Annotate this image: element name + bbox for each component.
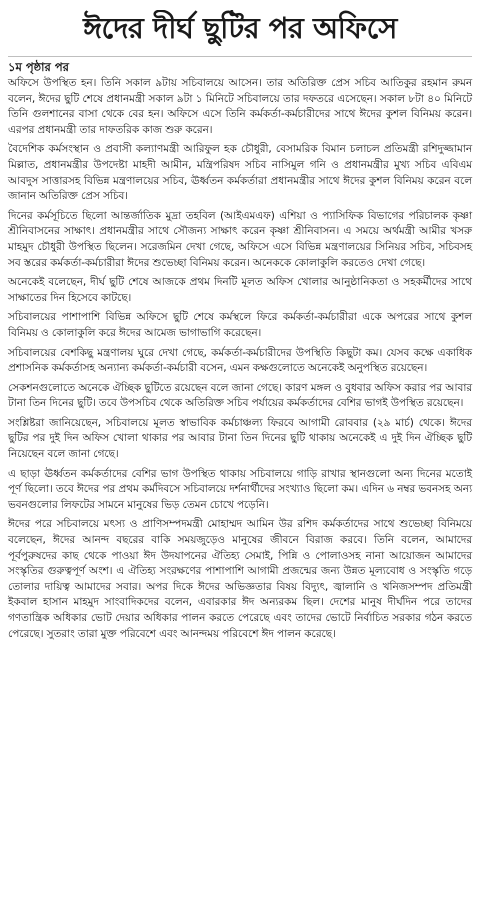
article-body	[8, 76, 472, 642]
paragraph: ঈদের পরে সচিবালয়ে মৎস্য ও প্রাণিসম্পদমন্ত্রী মোহাম্মদ আমিন উর রশিদ কর্মকর্তাদের সাথে শুভেচ্ছা বিনিময়ে বলেছেন, ঈদের আনন্দ বছরের বাকি সময়জুড়েও মানুষের জীবনে বিরাজ করবে। তিনি বলেন, আমাদের পূর্বপুরুষদের কাছ থেকে পাওয়া ঈদ উদযাপনের ঐতিহ্য সেমাই, পিন্নি ও পোলাওসহ নানা আয়োজন আমাদের সংস্কৃতির গুরুত্বপূর্ণ অংশ। এ ঐতিহ্য সংরক্ষণের পাশাপাশি আগামী প্রজন্মের জন্য উন্নত মূল্যবোধ ও সংস্কৃতি গড়ে তোলার দায়িত্ব আমাদের সবার। অপর দিকে ঈদের অভিজ্ঞতার বিষয় বিদ্যুৎ, জ্বালানি ও খনিজসম্পদ প্রতিমন্ত্রী ইকবাল হাসান মাহমুদ সাংবাদিকদের বলেন, এবারকার ঈদ অন্যরকম ছিল। দেশের মানুষ দীর্ঘদিন পরে তাদের গণতান্ত্রিক অধিকার ভোট দেয়ার অধিকার পালন করতে পেরেছে এবং তাদের ভোটে নির্বাচিত সরকার গঠন করতে পেরেছে। সুতরাং তারা মুক্ত পরিবেশে এবং আনন্দময় পরিবেশে ঈদ পালন করেছে।	[8, 518, 472, 640]
headline-divider	[8, 56, 472, 57]
paragraph: সচিবালয়ের পাশাপাশি বিভিন্ন অফিসে ছুটি শেষে কর্মস্থলে ফিরে কর্মকর্তা-কর্মচারীরা একে অপরের সাথে কুশল বিনিময় ও কোলাকুলি করে ঈদের আমেজ ভাগাভাগি করেছেন।	[8, 311, 472, 339]
paragraph: সংশ্লিষ্টরা জানিয়েছেন, সচিবালয়ে মূলত স্বাভাবিক কর্মচাঞ্চল্য ফিরবে আগামী রোববার (২৯ মার্চ) থেকে। ঈদের ছুটির পর দুই দিন অফিস খোলা থাকার পর আবার টানা তিন দিনের ছুটি থাকায় অনেকেই এ দুই দিন ঐচ্ছিক ছুটি নিয়েছেন বলে জানা গেছে।	[8, 416, 472, 461]
paragraph: অফিসে উপস্থিত হন। তিনি সকাল ৯টায় সচিবালয়ে আসেন। তার অতিরিক্ত প্রেস সচিব আতিকুর রহমান রুমন বলেন, ঈদের ছুটি শেষে প্রধানমন্ত্রী সকাল ৯টা ১ মিনিটে সচিবালয়ে তার দফতরে এসেছেন। সকাল ৮টা ৪০ মিনিটে তিনি গুলশানের বাসা থেকে বের হন। অফিসে এসে তিনি কর্মকর্তা-কর্মচারীদের সাথে ঈদের কুশল বিনিময় করেন। এরপর প্রধানমন্ত্রী তার দাফতরিক কাজ শুরু করেন।	[8, 77, 472, 136]
paragraph: অনেকেই বলেছেন, দীর্ঘ ছুটি শেষে আজকে প্রথম দিনটি মূলত অফিস খোলার আনুষ্ঠানিকতা ও সহকর্মীদের সাথে সাক্ষাতের দিন হিসেবে কাটছে।	[8, 276, 472, 304]
paragraph: এ ছাড়া ঊর্ধ্বতন কর্মকর্তাদের বেশির ভাগ উপস্থিত থাকায় সচিবালয়ে গাড়ি রাখার স্থানগুলো অন্য দিনের মতোই পূর্ণ ছিলো। তবে ঈদের পর প্রথম কর্মদিবসে সচিবালয়ে দর্শনার্থীদের সংখ্যাও ছিলো কম। এদিন ৬ নম্বর ভবনসহ অন্য ভবনগুলোর লিফটের সামনে মানুষের ভিড় তেমন চোখে পড়েনি।	[8, 467, 472, 511]
paragraph: সেকশনগুলোতে অনেকে ঐচ্ছিক ছুটিতে রয়েছেন বলে জানা গেছে। কারণ মঙ্গল ও বুধবার অফিস করার পর আবার টানা তিন দিনের ছুটি। তবে উপসচিব থেকে অতিরিক্ত সচিব পর্যায়ের কর্মকর্তাদের বেশির ভাগই উপস্থিত রয়েছেন।	[8, 381, 472, 410]
headline: ঈদের দীর্ঘ ছুটির পর অফিসে	[83, 11, 397, 45]
paragraph: সচিবালয়ের বেশকিছু মন্ত্রণালয় ঘুরে দেখা গেছে, কর্মকর্তা-কর্মচারীদের উপস্থিতি কিছুটা কম। যেসব কক্ষে একাধিক প্রশাসনিক কর্মকর্তাসহ অন্যান্য কর্মকর্তা-কর্মচারী বসেন, এমন কক্ষগুলোতে অনেকেই অনুপস্থিত রয়েছেন।	[8, 346, 472, 375]
continued-from-label: ১ম পৃষ্ঠার পর	[8, 60, 69, 74]
paragraph: দিনের কর্মসূচিতে ছিলো আন্তর্জাতিক মুদ্রা তহবিল (আইএমএফ) এশিয়া ও প্যাসিফিক বিভাগের পরিচালক কৃষ্ণা শ্রীনিবাসনের সাক্ষাৎ। প্রধানমন্ত্রীর সাথে সৌজন্য সাক্ষাৎ করেন কৃষ্ণা শ্রীনিবাসন। এ সময়ে অর্থমন্ত্রী আমীর খসরু মাহমুদ চৌধুরী উপস্থিত ছিলেন। সরেজমিন দেখা গেছে, অফিসে এসে বিভিন্ন মন্ত্রণালয়ের সিনিয়র সচিব, সচিবসহ সব স্তরের কর্মকর্তা-কর্মচারীরা ঈদের শুভেচ্ছা বিনিময় করেন। অনেককে কোলাকুলি করতেও দেখা গেছে।	[8, 209, 472, 269]
paragraph: বৈদেশিক কর্মসংস্থান ও প্রবাসী কল্যাণমন্ত্রী আরিফুল হক চৌধুরী, বেসামরিক বিমান চলাচল প্রতিমন্ত্রী রশিদুজ্জামান মিল্লাত, প্রধানমন্ত্রীর উপদেষ্টা মাহদী আমীন, মন্ত্রিপরিষদ সচিব নাসিমুল গনি ও প্রধানমন্ত্রীর মুখ্য সচিব এবিএম আবদুস সাত্তারসহ বিভিন্ন মন্ত্রণালয়ের সচিব, ঊর্ধ্বতন কর্মকর্তারা প্রধানমন্ত্রীর সাথে ঈদের কুশল বিনিময় করেন বলে জানান অতিরিক্ত প্রেস সচিব।	[8, 143, 472, 203]
